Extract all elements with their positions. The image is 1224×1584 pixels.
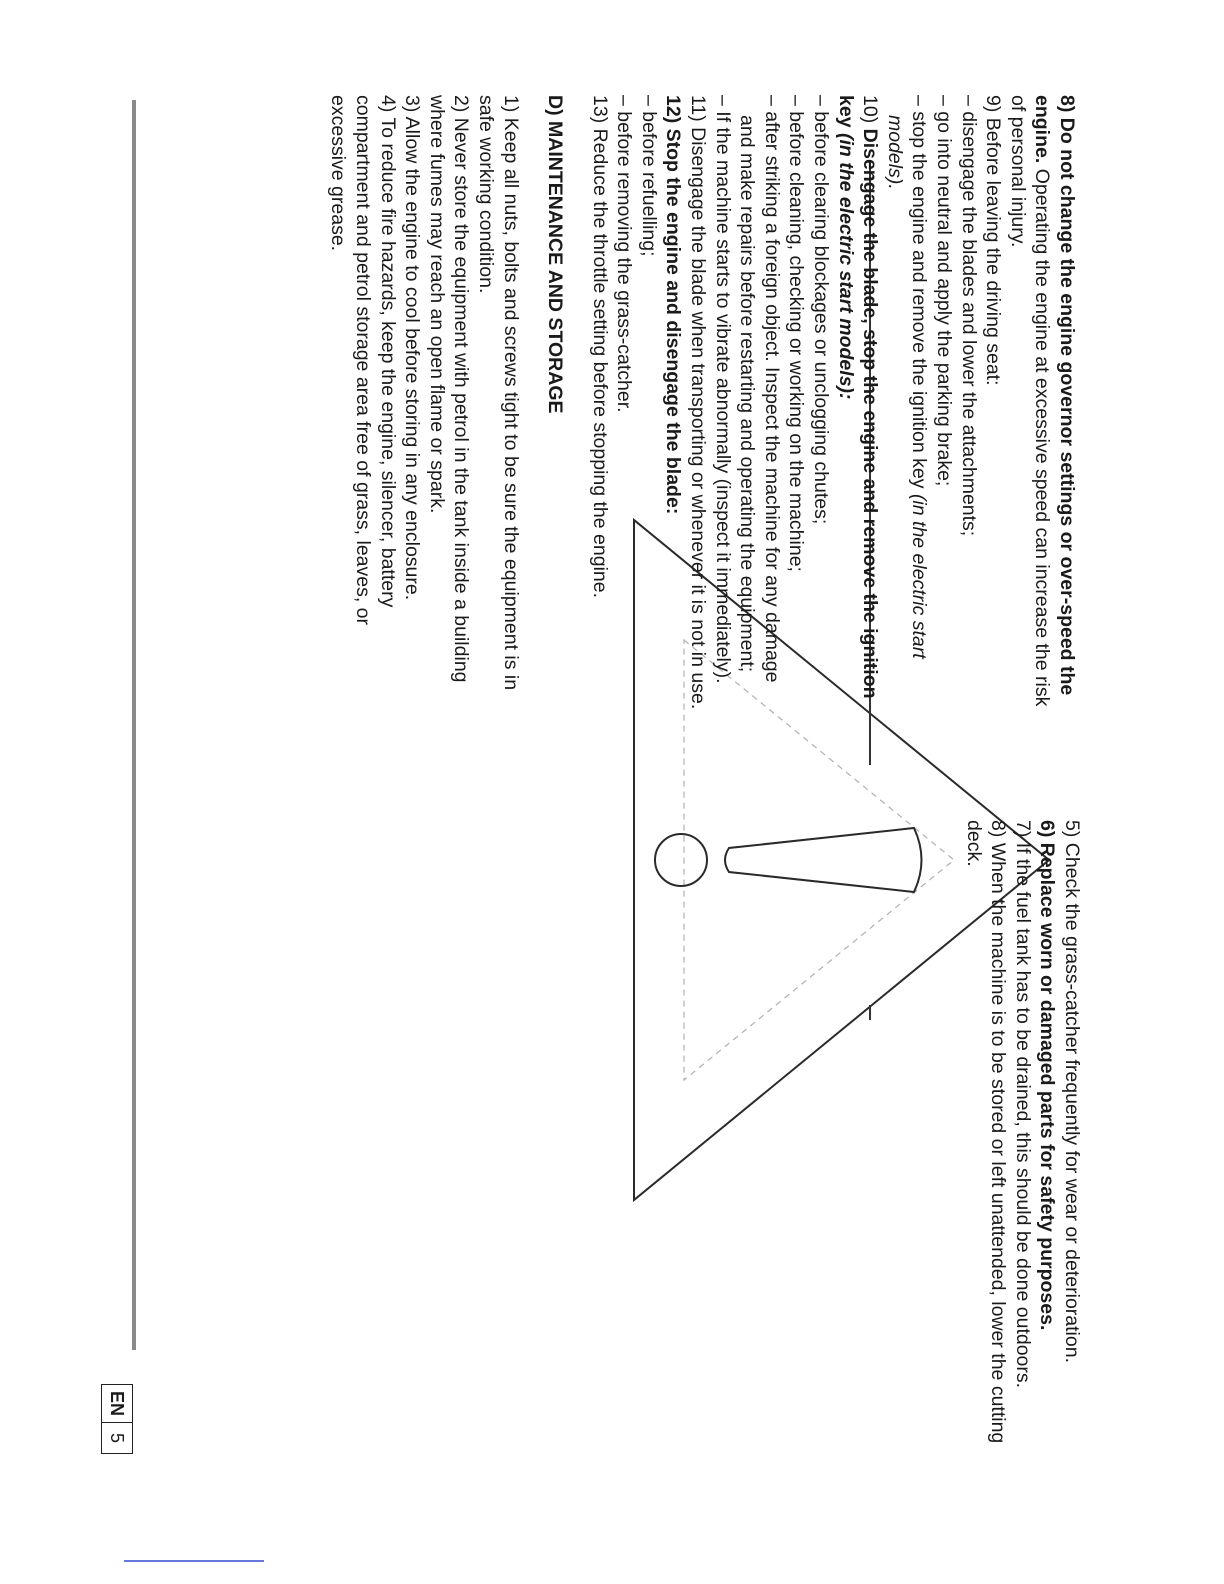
right-item-8: 8) When the machine is to be stored or left unattended, lower the cutting deck. xyxy=(962,820,1010,1444)
maintenance-item-2: 2) Never store the equipment with petrol in the tank inside a building where fumes may reach an open flame or spark. xyxy=(425,95,473,683)
item-9: 9) Before leaving the driving seat: xyxy=(982,95,1005,386)
page-number: 5 xyxy=(107,1433,127,1444)
maintenance-item-4: 4) To reduce fire hazards, keep the engine, silencer, battery compartment and petrol storage area free of grass, leaves, or excessive grease. xyxy=(327,95,399,626)
maintenance-item-3: 3) Allow the engine to cool before storing in any enclosure. xyxy=(401,95,424,601)
right-item-7: 7) If the fuel tank has to be drained, this should be done outdoors. xyxy=(1011,820,1034,1389)
item-10: 10) Disengage the blade, stop the engine and remove the ignition key (in the electric start models): xyxy=(834,95,882,699)
binding-edge xyxy=(132,100,136,1350)
language-label: EN xyxy=(102,1385,132,1423)
maintenance-item-1: 1) Keep all nuts, bolts and screws tight to be sure the equipment is in safe working condition. xyxy=(474,95,522,691)
item-11: 11) Disengage the blade when transporting or whenever it is not in use. xyxy=(687,95,710,710)
horizontal-rule-tick xyxy=(870,1005,872,1020)
item-10-dash-1: – before clearing blockages or unclogging chutes; xyxy=(810,95,833,525)
item-8: 8) Do not change the engine governor settings or over-speed the engine. Operating the engine at excessive speed can increase the risk of personal injury. xyxy=(1006,95,1078,707)
section-heading: D) MAINTENANCE AND STORAGE xyxy=(544,95,567,414)
right-item-5: 5) Check the grass-catcher frequently for wear or deterioration. xyxy=(1061,820,1083,1364)
item-10-dash-3: – after striking a foreign object. Inspect the machine for any damage and make repairs before restarting and operating the equipment; xyxy=(736,95,783,683)
item-12: 12) Stop the engine and disengage the blade: xyxy=(662,95,685,515)
item-12-dash-1: – before refuelling; xyxy=(637,95,660,257)
left-column xyxy=(326,95,1079,715)
item-12-dash-2: – before removing the grass-catcher. xyxy=(613,95,636,413)
page-badge xyxy=(101,1384,133,1454)
footer-mark xyxy=(124,1560,264,1562)
item-10-dash-4: – If the machine starts to vibrate abnormally (inspect it immediately). xyxy=(711,95,734,684)
item-9-dash-1: – disengage the blades and lower the attachments; xyxy=(957,95,980,537)
item-9-dash-2: – go into neutral and apply the parking brake; xyxy=(933,95,956,487)
item-10-dash-2: – before cleaning, checking or working on the machine; xyxy=(785,95,808,572)
item-9-dash-3: – stop the engine and remove the ignition key (in the electric start models). xyxy=(883,95,931,659)
right-column xyxy=(961,820,1084,1460)
right-item-6: 6) Replace worn or damaged parts for safety purposes. xyxy=(1036,820,1059,1331)
item-13: 13) Reduce the throttle setting before stopping the engine. xyxy=(588,95,611,599)
